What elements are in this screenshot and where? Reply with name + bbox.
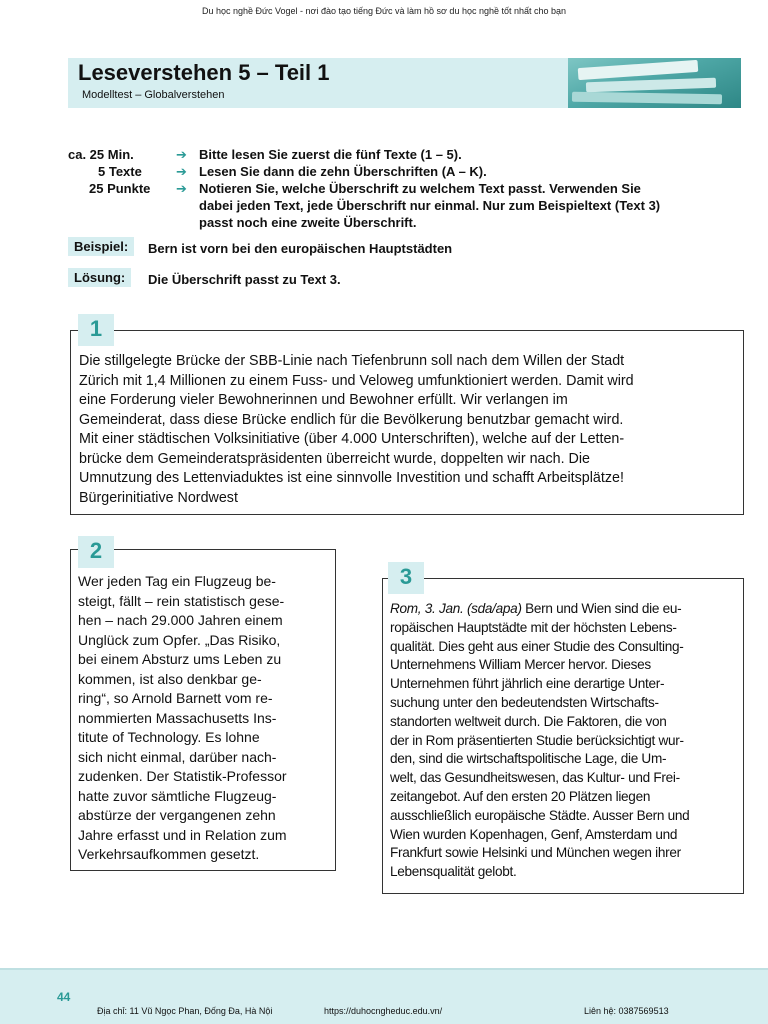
instruction-meta: 5 Texte	[98, 164, 142, 179]
page-title: Leseverstehen 5 – Teil 1	[78, 60, 330, 85]
text-line: abstürze der vergangenen zehn	[78, 807, 276, 823]
text-number-2: 2	[78, 536, 114, 568]
text-line: zeitangebot. Auf den ersten 20 Plätzen liegen	[390, 788, 651, 804]
example-label: Beispiel:	[68, 237, 134, 256]
instruction-text: Lesen Sie dann die zehn Überschriften (A – K).	[199, 164, 487, 179]
text-body-2	[78, 572, 330, 865]
text-line: ausschließlich europäische Städte. Ausser Bern und	[390, 807, 690, 823]
solution-label: Lösung:	[68, 268, 131, 287]
text-line: Bürgerinitiative Nordwest	[79, 489, 238, 506]
text-line: Wien wurden Kopenhagen, Genf, Amsterdam und	[390, 826, 678, 842]
instruction-meta: 25 Punkte	[89, 181, 151, 196]
instruction-text: Bitte lesen Sie zuerst die fünf Texte (1 – 5).	[199, 147, 462, 162]
instruction-text: dabei jeden Text, jede Überschrift nur einmal. Nur zum Beispieltext (Text 3)	[199, 198, 661, 213]
text-line: Unglück zum Opfer. „Das Risiko,	[78, 631, 281, 648]
books-image	[568, 58, 741, 108]
top-banner-text: Du học nghề Đức Vogel - nơi đào tạo tiếng Đức và làm hồ sơ du học nghề tốt nhất cho bạn	[201, 6, 567, 16]
text-body-3	[390, 600, 738, 882]
solution-value: Die Überschrift passt zu Text 3.	[148, 272, 341, 287]
arrow-icon: ➔	[176, 164, 187, 179]
arrow-icon: ➔	[176, 181, 187, 196]
text-line: qualität. Dies geht aus einer Studie des Consulting-	[390, 638, 684, 654]
text-body-1	[79, 352, 737, 508]
text-line: hen – nach 29.000 Jahren einem	[78, 612, 283, 628]
footer-address: Địa chỉ: 11 Vũ Ngọc Phan, Đống Đa, Hà Nội	[97, 1006, 273, 1016]
text-line: ring“, so Arnold Barnett vom re-	[78, 690, 273, 706]
text-line: Unternehmen führt jährlich eine derartige Unter-	[390, 676, 665, 692]
text-line: Gemeinderat, dass diese Brücke endlich für die Bevölkerung benutzbar gemacht wird.	[79, 411, 624, 428]
footer-url-link[interactable]: https://duhocngheduc.edu.vn/	[324, 1006, 443, 1016]
text-number-3: 3	[388, 562, 424, 594]
text-line: ropäischen Hauptstädte mit der höchsten Lebens-	[390, 619, 677, 635]
text-line: Jahre erfasst und in Relation zum	[78, 826, 287, 843]
instruction-text: passt noch eine zweite Überschrift.	[199, 215, 417, 230]
footer-contact: Liên hệ: 0387569513	[584, 1006, 669, 1016]
text-line: welt, das Gesundheitswesen, das Kultur- und Frei-	[390, 770, 680, 786]
text-line: brücke dem Gemeinderatspräsidenten überreicht wurde, doppelten wir nach. Die	[79, 450, 590, 467]
text-line: kommen, ist also denkbar ge-	[78, 670, 262, 687]
text-line: Mit einer städtischen Volksinitiative (über 4.000 Unterschriften), welche auf der Letten-	[79, 431, 625, 447]
arrow-icon: ➔	[176, 147, 187, 162]
text-lead: Rom, 3. Jan. (sda/apa)	[390, 601, 522, 616]
text-line: Unternehmens William Mercer hervor. Dieses	[390, 657, 651, 673]
text-line: Lebensqualität gelobt.	[390, 864, 517, 880]
text-line: steigt, fällt – rein statistisch gese-	[78, 592, 285, 609]
instruction-text: Notieren Sie, welche Überschrift zu welchem Text passt. Verwenden Sie	[199, 181, 641, 196]
text-line: den, sind die wirtschaftspolitische Lage, die Um-	[390, 751, 667, 767]
text-line: Umnutzung des Lettenviaduktes ist eine sinnvolle Investition und schafft Arbeitsplätze!	[79, 470, 624, 486]
text-line: eine Forderung vieler Bewohnerinnen und Bewohner erfüllt. Wir verlangen im	[79, 392, 568, 408]
page-number: 44	[57, 990, 71, 1004]
text-line	[390, 600, 738, 619]
instruction-meta: ca. 25 Min.	[68, 147, 134, 162]
example-value: Bern ist vorn bei den europäischen Hauptstädten	[148, 241, 453, 256]
text-line: Die stillgelegte Brücke der SBB-Linie nach Tiefenbrunn soll nach dem Willen der Stadt	[79, 353, 625, 369]
text-line: titute of Technology. Es lohne	[78, 729, 260, 745]
text-line: der in Rom präsentierten Studie berücksichtigt wur-	[390, 732, 684, 748]
text-number-1: 1	[78, 314, 114, 346]
text-line: Wer jeden Tag ein Flugzeug be-	[78, 573, 276, 589]
text-line: suchung unter den bedeutendsten Wirtschafts-	[390, 694, 659, 710]
text-line: nommierten Massachusetts Ins-	[78, 709, 277, 726]
text-line: hatte zuvor sämtliche Flugzeug-	[78, 787, 277, 804]
page-subtitle: Modelltest – Globalverstehen	[82, 89, 225, 101]
text-line-cont: Bern und Wien sind die eu-	[521, 601, 682, 616]
text-line: Frankfurt sowie Helsinki und München wegen ihrer	[390, 845, 681, 861]
text-line: zudenken. Der Statistik-Professor	[78, 768, 287, 784]
text-line: Verkehrsaufkommen gesetzt.	[78, 846, 260, 862]
text-line: sich nicht einmal, darüber nach-	[78, 748, 277, 765]
text-line: Zürich mit 1,4 Millionen zu einem Fuss- und Veloweg umfunktioniert werden. Damit wird	[79, 372, 634, 389]
text-line: standorten weltweit durch. Die Faktoren, die von	[390, 713, 667, 729]
text-line: bei einem Absturz ums Leben zu	[78, 651, 282, 667]
